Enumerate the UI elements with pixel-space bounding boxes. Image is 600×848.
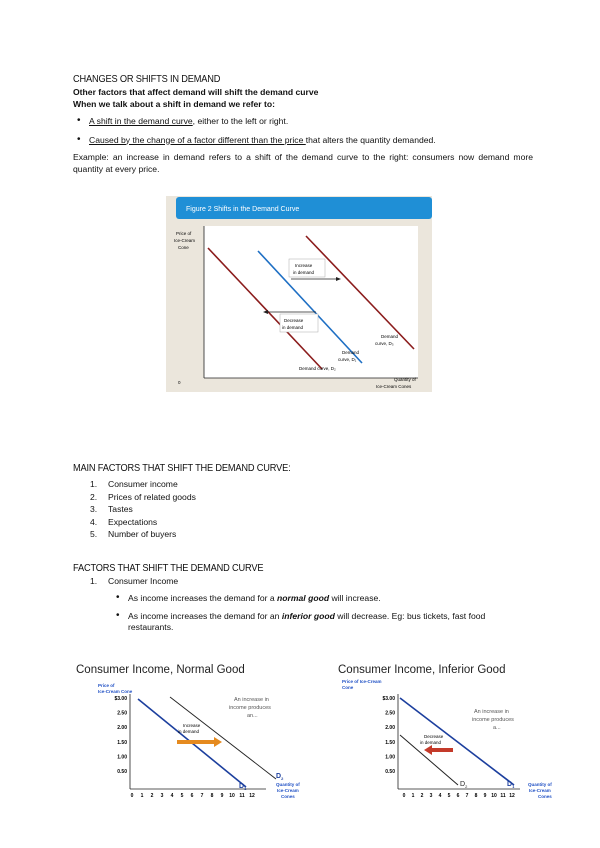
b2-pre: As income increases the demand for an	[128, 610, 282, 621]
consumer-income-label: Consumer Income	[108, 576, 179, 586]
x-tick-label: 1	[140, 793, 144, 799]
figure2-xlabel2: Ice-Cream Cones	[376, 384, 412, 389]
inferior-note3: a...	[493, 725, 501, 731]
figure2-plot-area	[204, 226, 418, 378]
chart-inferior-yticks	[382, 696, 395, 775]
intro-line-2-pre: When we talk about	[73, 99, 156, 109]
normal-note1: An increase in	[234, 697, 269, 703]
inferior-xlabel3: Cones	[538, 794, 552, 799]
section-heading-main-factors: MAIN FACTORS THAT SHIFT THE DEMAND CURVE:	[73, 462, 291, 474]
increase-label-1: Increase	[295, 263, 313, 268]
d1-label-1: Demand	[342, 350, 360, 355]
inferior-note2: income produces	[472, 717, 514, 723]
shift-bullets	[73, 116, 543, 151]
inferior-arrow-label2: in demand	[420, 740, 442, 745]
normal-xlabel1: Quantity of	[276, 782, 300, 787]
inferior-xlabel1: Quantity of	[528, 782, 552, 787]
x-tick-label: 12	[249, 793, 255, 799]
chart-normal-yticks	[114, 696, 127, 775]
normal-d2-letter: D	[276, 773, 282, 780]
b2-em: inferior good	[281, 610, 335, 621]
factor-number: 2.	[90, 491, 98, 502]
y-tick-label: 2.00	[385, 725, 395, 732]
y-tick-label: 1.50	[385, 739, 395, 746]
x-tick-label: 12	[509, 793, 515, 799]
factor-label: Prices of related goods	[108, 491, 196, 502]
b1-post: will increase.	[329, 593, 381, 603]
inferior-d2-letter: D	[460, 781, 466, 788]
bullet-caused-by	[73, 135, 543, 147]
normal-arrow-label1: Increase	[183, 723, 201, 728]
increase-label-2: in demand	[293, 270, 315, 275]
x-tick-label: 0	[130, 793, 134, 799]
chart-normal-svg	[74, 660, 304, 800]
b1-pre: As income increases the demand for a	[128, 593, 278, 603]
normal-note3: an...	[247, 713, 258, 719]
chart-normal-good	[74, 660, 304, 800]
inferior-d1-label	[507, 781, 515, 789]
factor-item	[90, 528, 196, 541]
x-tick-label: 8	[474, 793, 478, 799]
x-tick-label: 7	[200, 793, 204, 799]
x-tick-label: 6	[456, 793, 460, 799]
bullet2-rest: that alters the quantity demanded.	[305, 134, 436, 145]
bullet1-rest: , either to the left or right.	[192, 116, 289, 126]
normal-arrow-label2: in demand	[178, 729, 200, 734]
bullet-normal-good	[112, 593, 532, 605]
section-heading-shifts: CHANGES OR SHIFTS IN DEMAND	[73, 73, 221, 85]
x-tick-label: 1	[411, 793, 415, 799]
normal-xlabel3: Cones	[281, 794, 295, 799]
y-tick-label: 1.00	[385, 754, 395, 761]
inferior-d2-label	[460, 781, 468, 789]
chart-normal-ylabel1: Price of	[98, 683, 115, 688]
inferior-d1-sub: 1	[512, 784, 515, 789]
figure2-svg	[166, 196, 432, 392]
x-tick-label: 11	[239, 793, 245, 799]
factor-label: Consumer income	[108, 479, 178, 489]
y-tick-label: 1.50	[117, 739, 127, 746]
inferior-d2-sub: 2	[465, 784, 468, 789]
x-tick-label: 0	[402, 793, 406, 799]
figure2-xlabel1: Quantity of	[394, 377, 416, 382]
x-tick-label: 11	[500, 793, 506, 799]
x-tick-label: 3	[429, 793, 433, 799]
d1-label-2: curve, D₁	[338, 357, 357, 362]
y-tick-label: 1.00	[117, 754, 127, 761]
d3-label-2: curve, D₃	[375, 341, 394, 346]
b2-post: will decrease. Eg: bus tickets, fast food restaurants.	[128, 610, 486, 632]
x-tick-label: 5	[180, 793, 184, 799]
d2-label: Demand curve, D₂	[299, 366, 336, 371]
x-tick-label: 2	[150, 793, 154, 799]
intro-line-1: Other factors that affect demand will shift the demand curve	[73, 87, 319, 97]
y-tick-label: 2.50	[117, 710, 127, 717]
y-tick-label: 2.50	[385, 710, 395, 717]
intro-line-2-bold: a shift in demand	[155, 99, 227, 109]
inferior-decrease-arrow-head	[424, 745, 432, 755]
bullet-shift-left-right	[73, 116, 543, 128]
chart-inferior-good	[336, 660, 566, 800]
figure2-shifts-demand	[166, 196, 432, 392]
normal-increase-arrow-head	[214, 737, 222, 747]
intro-line-2	[73, 99, 275, 111]
chart-inferior-title: Consumer Income, Inferior Good	[338, 664, 506, 676]
normal-d2-sub: 2	[281, 776, 284, 781]
chart-normal-xticks	[131, 793, 255, 799]
normal-d1-sub: 1	[244, 786, 247, 791]
x-tick-label: 7	[465, 793, 469, 799]
inferior-d1-letter: D	[507, 781, 513, 788]
x-tick-label: 9	[220, 793, 224, 799]
inferior-arrow-label1: Decrease	[424, 734, 444, 739]
figure2-ylabel3: Cone	[178, 245, 189, 250]
bullet1-underlined: A shift in the demand curve	[89, 116, 193, 126]
chart-inferior-ylabel2: Cone	[342, 685, 354, 690]
d3-label-1: Demand	[381, 334, 399, 339]
y-tick-label: $3.00	[114, 696, 127, 702]
income-bullets	[112, 593, 532, 639]
y-tick-label: 0.50	[117, 769, 127, 775]
chart-inferior-xticks	[403, 793, 515, 799]
chart-normal-title: Consumer Income, Normal Good	[76, 664, 245, 676]
consumer-income-number: 1.	[90, 576, 98, 586]
example-paragraph: Example: an increase in demand refers to a shift of the demand curve to the right: consumers now demand more quantity at every price.	[73, 152, 533, 174]
x-tick-label: 2	[420, 793, 424, 799]
factor-item	[90, 478, 196, 491]
bullet-inferior-good	[112, 611, 532, 634]
chart-inferior-svg	[336, 660, 566, 800]
bullet2-underlined: Caused by the change of a factor different than the price	[89, 134, 306, 145]
x-tick-label: 8	[210, 793, 214, 799]
factor-number: 4.	[90, 516, 98, 527]
factor-number: 1.	[90, 479, 98, 489]
main-factors-list	[90, 478, 196, 541]
consumer-income-item	[90, 576, 178, 588]
factor-label: Number of buyers	[108, 529, 177, 539]
x-tick-label: 4	[170, 793, 174, 799]
section-heading-factors: FACTORS THAT SHIFT THE DEMAND CURVE	[73, 562, 264, 574]
figure2-origin: 0	[178, 380, 181, 385]
x-tick-label: 10	[491, 793, 497, 799]
figure2-ylabel2: Ice-Cream	[174, 238, 196, 243]
normal-note2: income produces	[229, 705, 271, 711]
normal-d1-label	[239, 783, 247, 791]
factor-label: Expectations	[108, 516, 158, 527]
x-tick-label: 4	[438, 793, 442, 799]
factor-number: 5.	[90, 529, 98, 539]
factor-item	[90, 491, 196, 504]
y-tick-label: 0.50	[385, 769, 395, 775]
x-tick-label: 9	[483, 793, 487, 799]
y-tick-label: 2.00	[117, 725, 127, 732]
x-tick-label: 6	[190, 793, 194, 799]
normal-d1-letter: D	[239, 783, 245, 790]
x-tick-label: 10	[229, 793, 235, 799]
chart-normal-ylabel2: Ice-Cream Cone	[98, 689, 133, 694]
chart-inferior-ylabel1: Price of Ice-Cream	[342, 679, 382, 684]
y-tick-label: $3.00	[382, 696, 395, 702]
factor-number: 3.	[90, 504, 98, 514]
inferior-xlabel2: Ice-Cream	[529, 788, 551, 793]
intro-line-2-post: we refer to:	[226, 99, 275, 109]
x-tick-label: 3	[160, 793, 164, 799]
figure2-ylabel1: Price of	[176, 231, 192, 236]
x-tick-label: 5	[447, 793, 451, 799]
figure2-title: Figure 2 Shifts in the Demand Curve	[186, 206, 300, 213]
factor-label: Tastes	[108, 504, 133, 514]
decrease-label-1: Decrease	[284, 318, 304, 323]
factor-item	[90, 503, 196, 516]
decrease-label-2: in demand	[282, 325, 304, 330]
b1-em: normal good	[277, 593, 330, 603]
inferior-note1: An increase in	[474, 709, 509, 715]
normal-xlabel2: Ice-Cream	[277, 788, 299, 793]
factor-item	[90, 516, 196, 529]
normal-d2-label	[276, 773, 284, 781]
